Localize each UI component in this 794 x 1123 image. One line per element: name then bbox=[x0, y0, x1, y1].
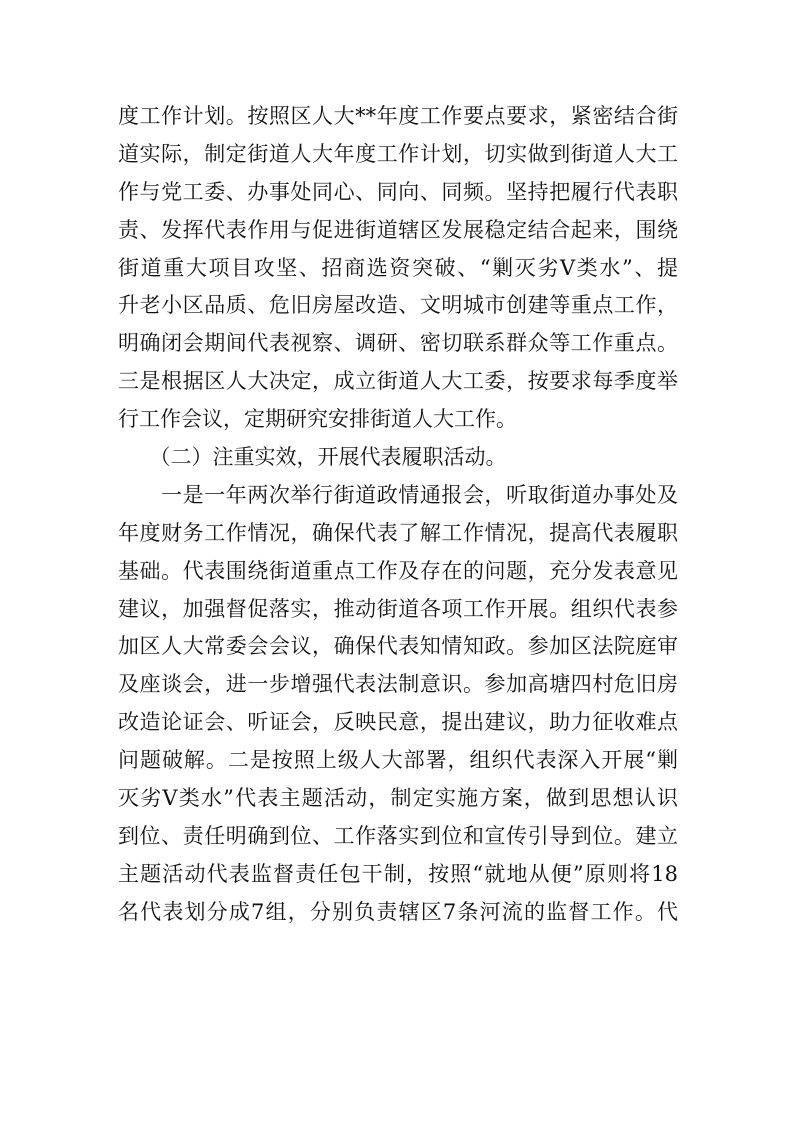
text-line: 到位、责任明确到位、工作落实到位和宣传引导到位。建立 bbox=[118, 823, 678, 848]
text-line: 三是根据区人大决定，成立街道人大工委，按要求每季度举 bbox=[118, 369, 678, 394]
text-line: 街道重大项目攻坚、招商选资突破、“剿灭劣Ⅴ类水”、提 bbox=[118, 255, 678, 280]
text-line: 一是一年两次举行街道政情通报会，听取街道办事处及 bbox=[118, 482, 678, 507]
text-line: 灭劣Ⅴ类水”代表主题活动，制定实施方案，做到思想认识 bbox=[118, 786, 678, 811]
text-line: 基础。代表围绕街道重点工作及存在的问题，充分发表意见 bbox=[118, 558, 678, 583]
text-line: 改造论证会、听证会，反映民意，提出建议，助力征收难点 bbox=[118, 710, 678, 735]
text-line: 加区人大常委会会议，确保代表知情知政。参加区法院庭审 bbox=[118, 634, 678, 659]
text-line: 明确闭会期间代表视察、调研、密切联系群众等工作重点。 bbox=[118, 331, 678, 356]
body-text bbox=[118, 98, 678, 932]
text-line: 道实际，制定街道人大年度工作计划，切实做到街道人大工 bbox=[118, 141, 678, 166]
text-line: 建议，加强督促落实，推动街道各项工作开展。组织代表参 bbox=[118, 596, 678, 621]
section-heading: （二）注重实效，开展代表履职活动。 bbox=[118, 445, 507, 470]
text-line: 升老小区品质、危旧房屋改造、文明城市创建等重点工作， bbox=[118, 293, 678, 318]
text-line: 度工作计划。按照区人大**年度工作要点要求，紧密结合街 bbox=[118, 104, 678, 128]
text-line: 名代表划分成7组，分别负责辖区7条河流的监督工作。代 bbox=[118, 899, 678, 924]
text-line: 责、发挥代表作用与促进街道辖区发展稳定结合起来，围绕 bbox=[118, 217, 678, 242]
text-line: 作与党工委、办事处同心、同向、同频。坚持把履行代表职 bbox=[118, 179, 678, 204]
text-line: 主题活动代表监督责任包干制，按照“就地从便”原则将18 bbox=[118, 861, 678, 886]
text-line: 行工作会议，定期研究安排街道人大工作。 bbox=[118, 407, 517, 432]
text-line: 问题破解。二是按照上级人大部署，组织代表深入开展“剿 bbox=[118, 748, 678, 773]
text-line: 及座谈会，进一步增强代表法制意识。参加高塘四村危旧房 bbox=[118, 672, 678, 697]
text-line: 年度财务工作情况，确保代表了解工作情况，提高代表履职 bbox=[118, 520, 678, 545]
